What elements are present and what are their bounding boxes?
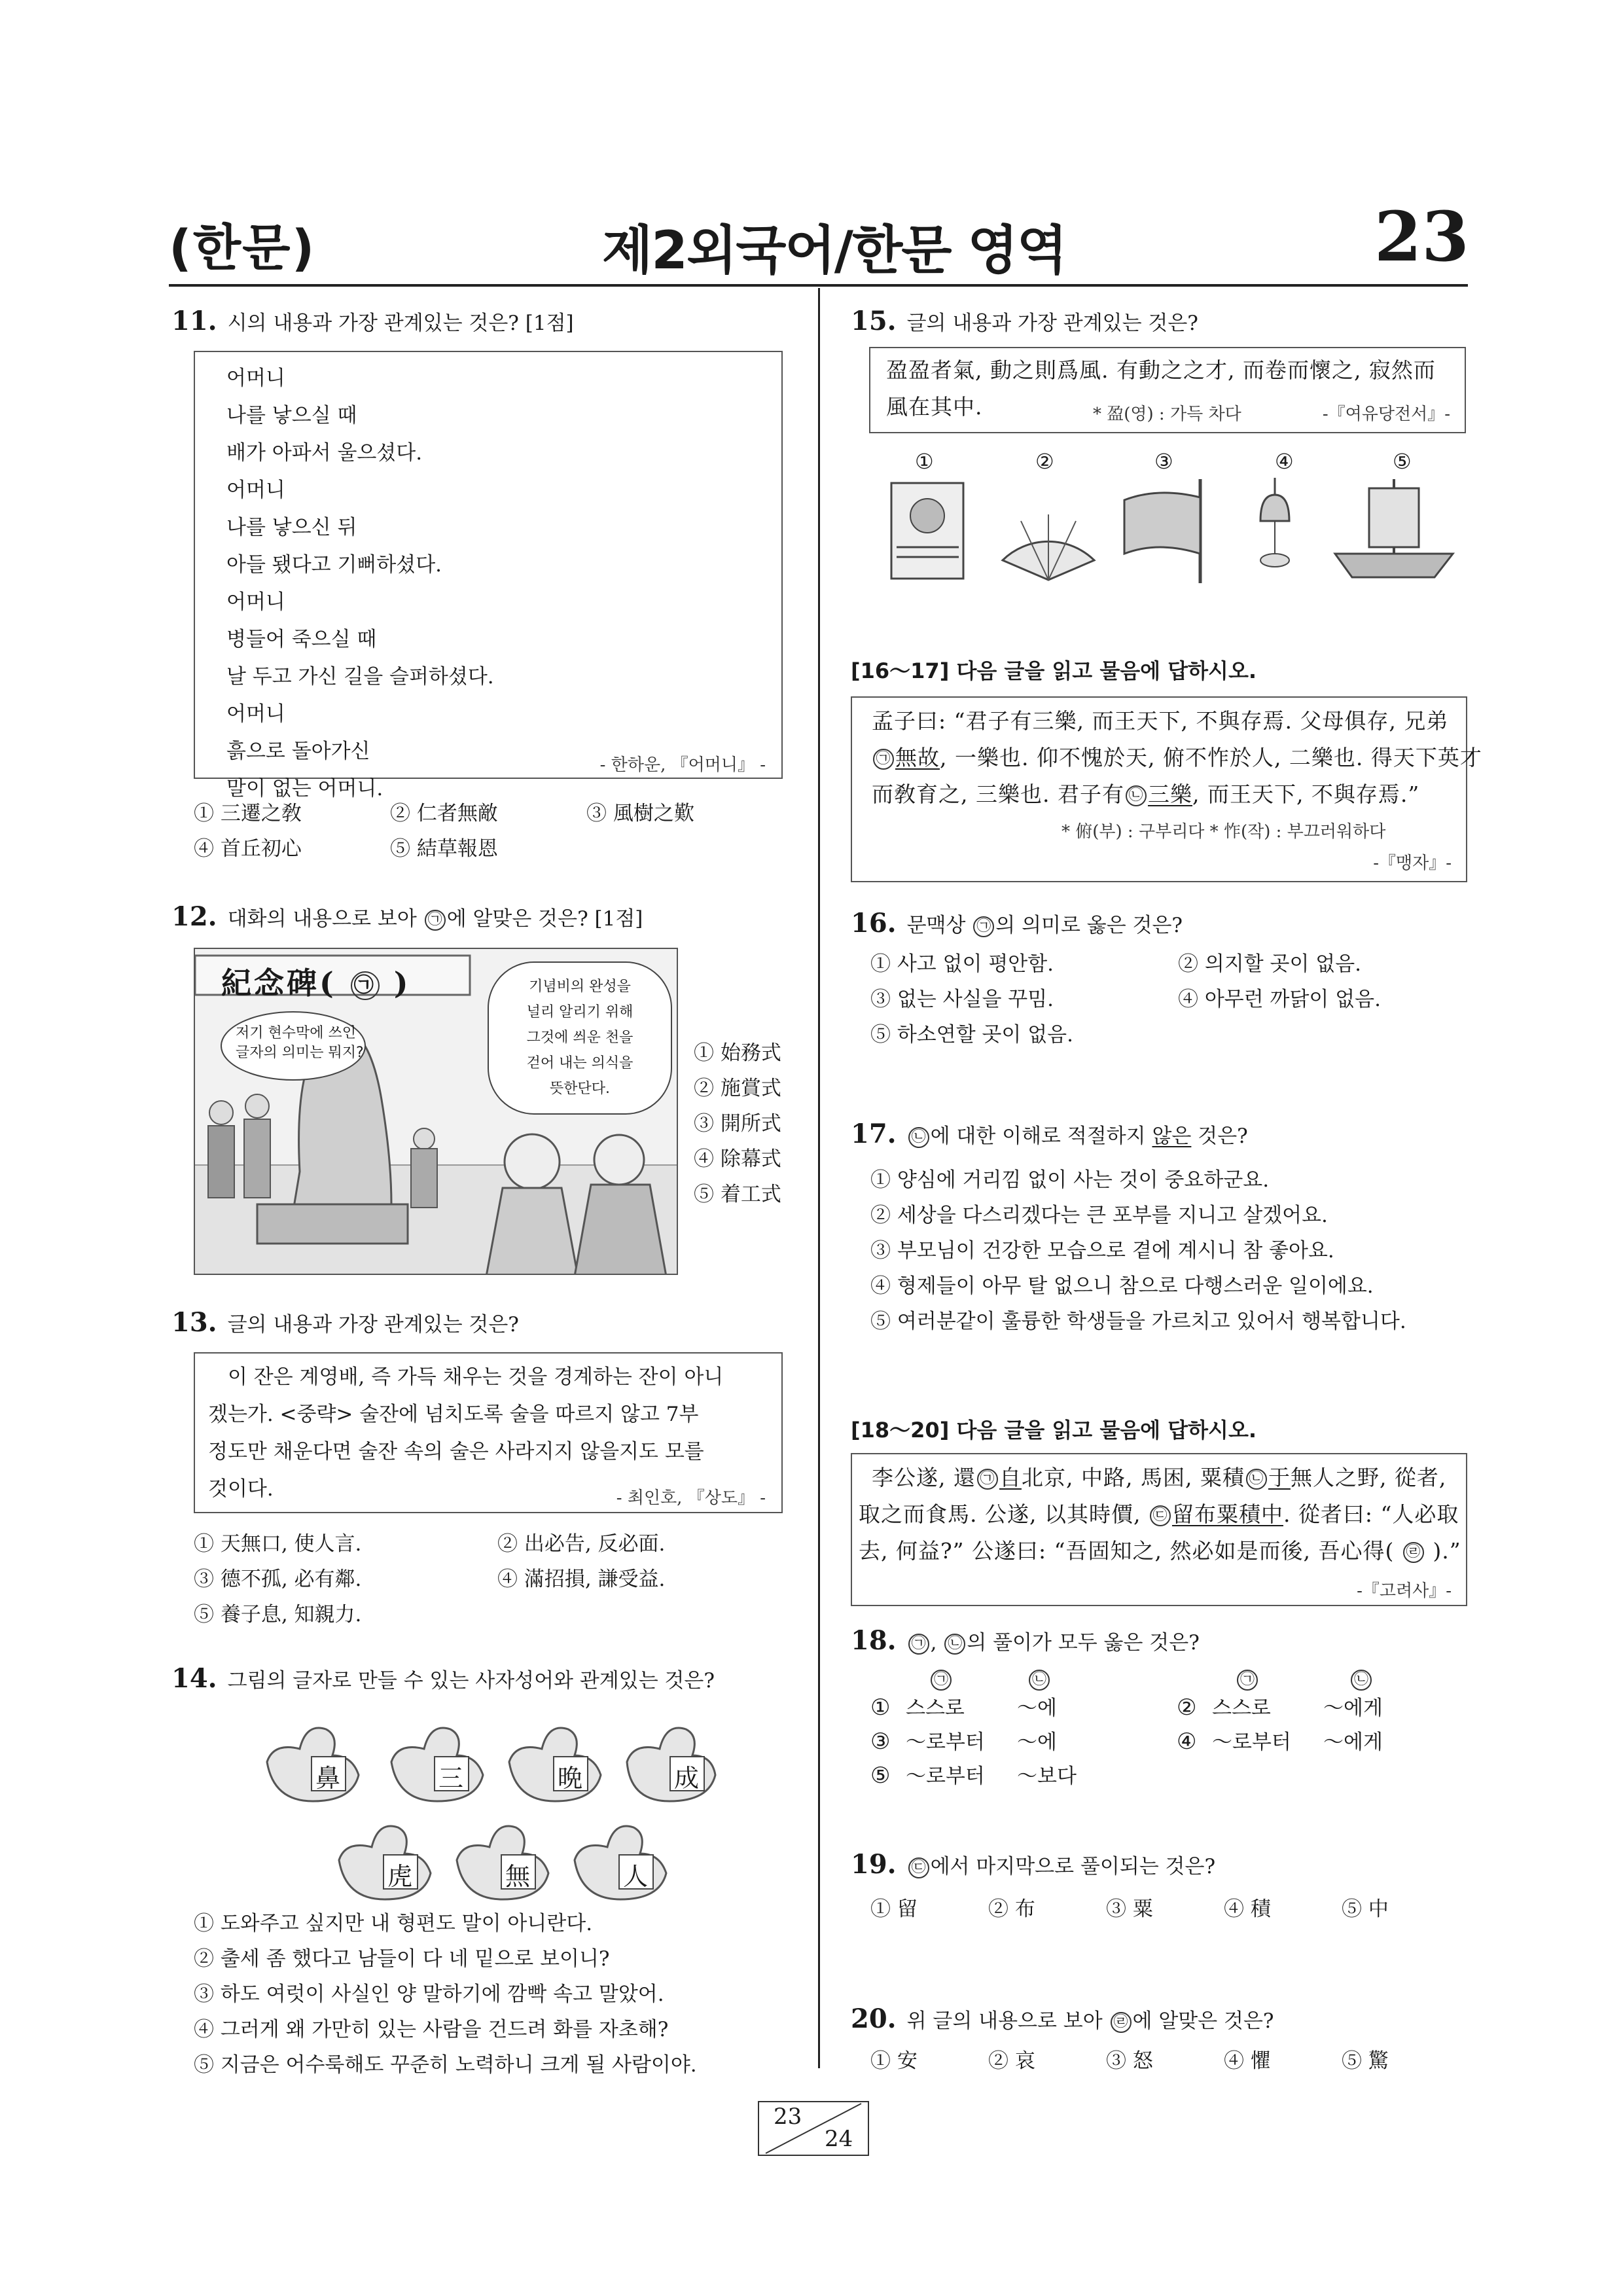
duck-char: 成 (674, 1764, 700, 1793)
option-2[interactable]: ② 스스로 ～에게 (1177, 1695, 1383, 1721)
option-2[interactable]: ② 布 (988, 1897, 1035, 1921)
passage-line: 孟子曰: “君子有三樂, 而王天下, 不與存焉. 父母俱存, 兄弟 (872, 708, 1449, 734)
passage-line: 盈盈者氣, 動之則爲風. 有動之之才, 而卷而懷之, 寂然而 (886, 357, 1436, 383)
option-3[interactable]: ③ 부모님이 건강한 모습으로 곁에 계시니 참 좋아요. (870, 1239, 1334, 1263)
option-3[interactable]: ③ ～로부터 ～에 (870, 1729, 1057, 1755)
option-4[interactable]: ④ 積 (1224, 1897, 1271, 1921)
passage-text: 이 잔은 계영배, 즉 가득 채우는 것을 경계하는 잔이 아니 겠는가. <중략> 술잔에 넘치도록 술을 따르지 않고 7부 정도만 채운다면 술잔 속의 술은 사라지지 않을지도 모를 것이다. (208, 1365, 724, 1501)
option-5[interactable]: ⑤ ～로부터 ～보다 (870, 1763, 1077, 1789)
taegukgi-icon (891, 483, 963, 579)
option-2[interactable]: ② 施賞式 (694, 1077, 781, 1100)
poem-line: 어머니 (226, 478, 285, 502)
section-header: [16～17] 다음 글을 읽고 물음에 답하시오. (851, 658, 1257, 683)
passage-source: -『여유당전서』- (1322, 404, 1450, 424)
image-label: ④ (1275, 449, 1294, 474)
option-1[interactable]: ① 三遷之敎 (194, 802, 302, 825)
option-4[interactable]: ④ ～로부터 ～에게 (1177, 1729, 1383, 1755)
option-3[interactable]: ③ 없는 사실을 꾸밈. (870, 988, 1054, 1011)
current-page: 23 (774, 2104, 802, 2130)
poem-line: 말이 없는 어머니. (226, 777, 383, 800)
poem-line: 어머니 (226, 367, 285, 390)
option-1[interactable]: ① 始務式 (694, 1041, 781, 1065)
passage-note: * 俯(부) : 구부리다 * 怍(작) : 부끄러워하다 (1061, 822, 1386, 842)
ducks-drawing (260, 1710, 719, 1906)
option-3[interactable]: ③ 怒 (1106, 2049, 1153, 2073)
col-head: ㉡ (1349, 1665, 1373, 1693)
option-1[interactable]: ① 留 (870, 1897, 918, 1921)
q15-images (877, 475, 1466, 586)
passage-line: ㉠ 無故, 一樂也. 仰不愧於天, 俯不怍於人, 二樂也. 得天下英才 (872, 740, 1482, 776)
poem-line: 날 두고 가신 길을 슬퍼하셨다. (226, 665, 494, 689)
duck-char: 虎 (387, 1862, 413, 1891)
question-15: 15. 글의 내용과 가장 관계있는 것은? (851, 306, 1198, 336)
speech-bubble-left: 저기 현수막에 쓰인 글자의 의미는 뭐지? (236, 1025, 364, 1061)
option-4[interactable]: ④ 除幕式 (694, 1147, 781, 1171)
option-4[interactable]: ④ 滿招損, 謙受益. (497, 1568, 666, 1591)
duck-char: 三 (438, 1764, 464, 1793)
question-20: 20. 위 글의 내용으로 보아 ㉣ 에 알맞은 것은? (851, 2003, 1274, 2034)
sailboat-icon (1335, 479, 1453, 577)
question-13: 13. 글의 내용과 가장 관계있는 것은? (171, 1307, 519, 1338)
poem-lines (226, 360, 494, 808)
option-3[interactable]: ③ 粟 (1106, 1897, 1153, 1921)
option-1[interactable]: ① 양심에 거리낌 없이 사는 것이 중요하군요. (870, 1168, 1270, 1192)
page-number: 23 (1374, 196, 1469, 277)
option-1[interactable]: ① 安 (870, 2049, 918, 2073)
option-2[interactable]: ② 세상을 다스리겠다는 큰 포부를 지니고 살겠어요. (870, 1204, 1328, 1227)
passage-line: 李公遂, 還 ㉠ 自北京, 中路, 馬困, 粟積 ㉡ 于無人之野, 從者, (872, 1465, 1447, 1490)
passage-box (851, 696, 1482, 882)
ceremony-illustration (194, 948, 678, 1275)
poem-line: 병들어 죽으실 때 (226, 628, 377, 651)
option-5[interactable]: ⑤ 하소연할 곳이 없음. (870, 1023, 1073, 1047)
passage-source: -『맹자』- (1373, 853, 1452, 873)
passage-line: 而敎育之, 三樂也. 君子有 ㉡ 三樂, 而王天下, 不與存焉.” (872, 781, 1420, 807)
speech-bubble-right: 기념비의 완성을 널리 알리기 위해 그것에 씌운 천을 걷어 내는 의식을 뜻한단다. (526, 978, 633, 1097)
poem-box (194, 351, 783, 800)
col-head: ㉡ (1027, 1665, 1051, 1693)
poem-line: 나를 낳으실 때 (226, 404, 357, 427)
passage-box (194, 1352, 783, 1513)
option-1[interactable]: ① 天無口, 使人言. (194, 1532, 362, 1556)
duck-char: 人 (623, 1862, 649, 1891)
option-4[interactable]: ④ 형제들이 아무 탈 없으니 참으로 다행스러운 일이에요. (870, 1274, 1374, 1298)
option-2[interactable]: ② 출세 좀 했다고 남들이 다 네 밑으로 보이니? (194, 1947, 610, 1971)
option-5[interactable]: ⑤ 着工式 (694, 1183, 781, 1206)
option-3[interactable]: ③ 風樹之歎 (586, 802, 694, 825)
wind-bell-icon (1260, 478, 1289, 567)
option-4[interactable]: ④ 懼 (1224, 2049, 1271, 2073)
option-5[interactable]: ⑤ 結草報恩 (390, 837, 498, 861)
poem-line: 흙으로 돌아가신 (226, 740, 370, 763)
banner-text: 紀念碑( ㉠ ) (221, 965, 411, 1001)
passage-line: 取之而食馬. 公遂, 以其時價, ㉢ 留布粟積中. 從者曰: “人必取 (859, 1501, 1459, 1527)
option-4[interactable]: ④ 그러게 왜 가만히 있는 사람을 건드려 화를 자초해? (194, 2018, 669, 2041)
passage-source: - 최인호, 『상도』 - (616, 1488, 766, 1508)
header-rule (169, 284, 1468, 287)
poem-line: 나를 낳으신 뒤 (226, 516, 357, 539)
passage-note: * 盈(영) : 가득 차다 (1093, 404, 1241, 424)
passage-box (869, 347, 1466, 433)
question-19: 19. ㉢ 에서 마지막으로 풀이되는 것은? (851, 1849, 1216, 1880)
question-12: 12. 대화의 내용으로 보아 ㉠ 에 알맞은 것은? [1점] (171, 901, 643, 932)
q12-options (694, 1035, 781, 1212)
option-2[interactable]: ② 의지할 곳이 없음. (1178, 952, 1362, 976)
poem-line: 어머니 (226, 590, 285, 614)
option-1[interactable]: ① 사고 없이 평안함. (870, 952, 1054, 976)
option-2[interactable]: ② 哀 (988, 2049, 1035, 2073)
image-label: ② (1035, 449, 1054, 474)
option-3[interactable]: ③ 하도 여럿이 사실인 양 말하기에 깜빡 속고 말았어. (194, 1982, 664, 2006)
q17-options (870, 1162, 1406, 1339)
col-head: ㉠ (929, 1665, 953, 1693)
page-title: 제2외국어/한문 영역 (602, 220, 1066, 281)
column-divider (818, 288, 820, 2068)
total-pages: 24 (825, 2126, 853, 2152)
option-5[interactable]: ⑤ 여러분같이 훌륭한 학생들을 가르치고 있어서 행복합니다. (870, 1310, 1406, 1333)
image-label: ⑤ (1393, 449, 1412, 474)
duck-char: 鼻 (315, 1764, 341, 1793)
option-4[interactable]: ④ 아무런 까닭이 없음. (1178, 988, 1381, 1011)
option-2[interactable]: ② 仁者無敵 (390, 802, 498, 825)
option-5[interactable]: ⑤ 中 (1342, 1897, 1389, 1921)
ducks-illustration (260, 1710, 719, 1906)
image-label: ① (915, 449, 934, 474)
poem-line: 어머니 (226, 702, 285, 726)
fan-icon (1003, 514, 1094, 580)
duck-char: 無 (505, 1862, 531, 1891)
question-18: 18. ㉠ , ㉡ 의 풀이가 모두 옳은 것은? (851, 1625, 1200, 1656)
option-5[interactable]: ⑤ 지금은 어수룩해도 꾸준히 노력하니 크게 될 사람이야. (194, 2053, 697, 2077)
option-4[interactable]: ④ 首丘初心 (194, 837, 302, 861)
q14-options (194, 1906, 697, 2083)
question-14: 14. 그림의 글자로 만들 수 있는 사자성어와 관계있는 것은? (171, 1663, 715, 1694)
poem-line: 배가 아파서 울으셨다. (226, 441, 423, 465)
flag-icon (1124, 479, 1200, 583)
passage-source: -『고려사』- (1357, 1581, 1452, 1601)
passage-line: 去, 何益?” 公遂曰: “吾固知之, 然必如是而後, 吾心得( ㉣ ).” (859, 1538, 1461, 1564)
option-5[interactable]: ⑤ 驚 (1342, 2049, 1389, 2073)
option-1[interactable]: ① 도와주고 싶지만 내 형편도 말이 아니란다. (194, 1912, 593, 1935)
image-label: ③ (1154, 449, 1173, 474)
question-11: 11. 시의 내용과 가장 관계있는 것은? [1점] (171, 306, 574, 336)
subject-label: (한문) (169, 219, 316, 277)
poem-line: 아들 됐다고 기뻐하셨다. (226, 553, 442, 577)
option-1[interactable]: ① 스스로 ～에 (870, 1695, 1057, 1721)
option-5[interactable]: ⑤ 養子息, 知親力. (194, 1603, 362, 1626)
question-16: 16. 문맥상 ㉠ 의 의미로 옳은 것은? (851, 908, 1183, 939)
option-3[interactable]: ③ 開所式 (694, 1112, 781, 1136)
option-3[interactable]: ③ 德不孤, 必有鄰. (194, 1568, 362, 1591)
poem-source: - 한하운, 『어머니』 - (599, 755, 766, 775)
passage-line: 風在其中. (886, 394, 983, 420)
duck-char: 晩 (558, 1764, 583, 1793)
page-indicator (758, 2101, 869, 2156)
question-17: 17. ㉡ 에 대한 이해로 적절하지 않은 것은? (851, 1119, 1248, 1149)
col-head: ㉠ (1236, 1665, 1259, 1693)
section-header: [18～20] 다음 글을 읽고 물음에 답하시오. (851, 1418, 1257, 1443)
option-2[interactable]: ② 出必告, 反必面. (497, 1532, 666, 1556)
passage-box (851, 1453, 1467, 1606)
